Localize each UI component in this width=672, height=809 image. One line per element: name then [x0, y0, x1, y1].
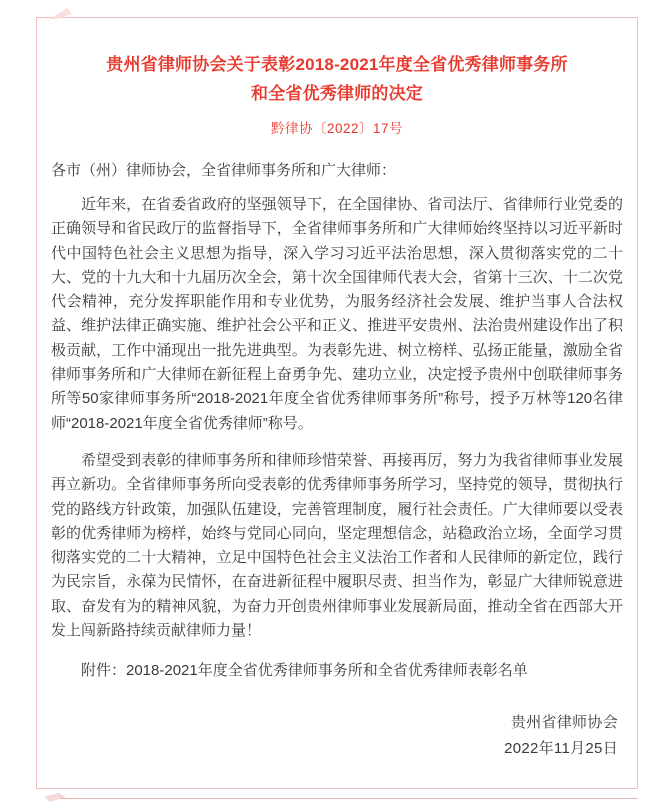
signature-date: 2022年11月25日 [504, 740, 618, 758]
frame-bottom-rule [60, 798, 638, 799]
document-number: 黔律协〔2022〕17号 [270, 121, 404, 136]
body-paragraph-1: 近年来，在省委省政府的坚强领导下，在全国律协、省司法厅、省律师行业党委的正确领导和省民政厅的监督指导下，全省律师事务所和广大律师始终坚持以习近平新时代中国特色社会主义思想为指导，深入学习习近平法治思想，深入贯彻落实党的二十大、党的十九大和十九届历次全会，第十次全国律师代表大会，省第十三次、十二次党代会精神，充分发挥职能作用和专业优势，为服务经济社会发展、维护当事人合法权益、维护法律正确实施、维护社会公平和正义、推进平安贵州、法治贵州建设作出了积极贡献，工作中涌现出一批先进典型。为表彰先进、树立榜样、弘扬正能量，激励全省律师事务所和广大律师在新征程上奋勇争先、建功立业，决定授予贵州中创联律师事务所等50家律师事务所“2018-2021年度全省优秀律师事务所”称号，授予万林等120名律师“2018-2021年度全省优秀律师”称号。 [51, 196, 623, 432]
document-title-block [51, 17, 623, 108]
signature-issuer: 贵州省律师协会 [510, 714, 618, 732]
document-content [36, 17, 638, 789]
document-title-line-2: 和全省优秀律师的决定 [251, 84, 423, 103]
body-paragraph-2: 希望受到表彰的律师事务所和律师珍惜荣誉、再接再厉，努力为我省律师事业发展再立新功。全省律师事务所向受表彰的优秀律师事务所学习，坚持党的领导，贯彻执行党的路线方针政策，加强队伍建设，完善管理制度，履行社会责任。广大律师要以受表彰的优秀律师为榜样，始终与党同心同向，坚定理想信念，站稳政治立场，全面学习贯彻落实党的二十大精神，立足中国特色社会主义法治工作者和人民律师的新定位，践行为民宗旨，永葆为民情怀，在奋进新征程中履职尽责、担当作为，彰显广大律师锐意进取、奋发有为的精神风貌，为奋力开创贵州律师事业发展新局面，推动全省在西部大开发上闯新路持续贡献律师力量！ [51, 451, 623, 640]
signature-block [51, 710, 623, 762]
salutation-line: 各市（州）律师协会，全省律师事务所和广大律师： [51, 162, 397, 179]
attachment-line: 附件：2018-2021年度全省优秀律师事务所和全省优秀律师表彰名单 [81, 662, 528, 680]
document-title-line-1: 贵州省律师协会关于表彰2018-2021年度全省优秀律师事务所 [106, 55, 568, 74]
document-body [51, 159, 623, 762]
